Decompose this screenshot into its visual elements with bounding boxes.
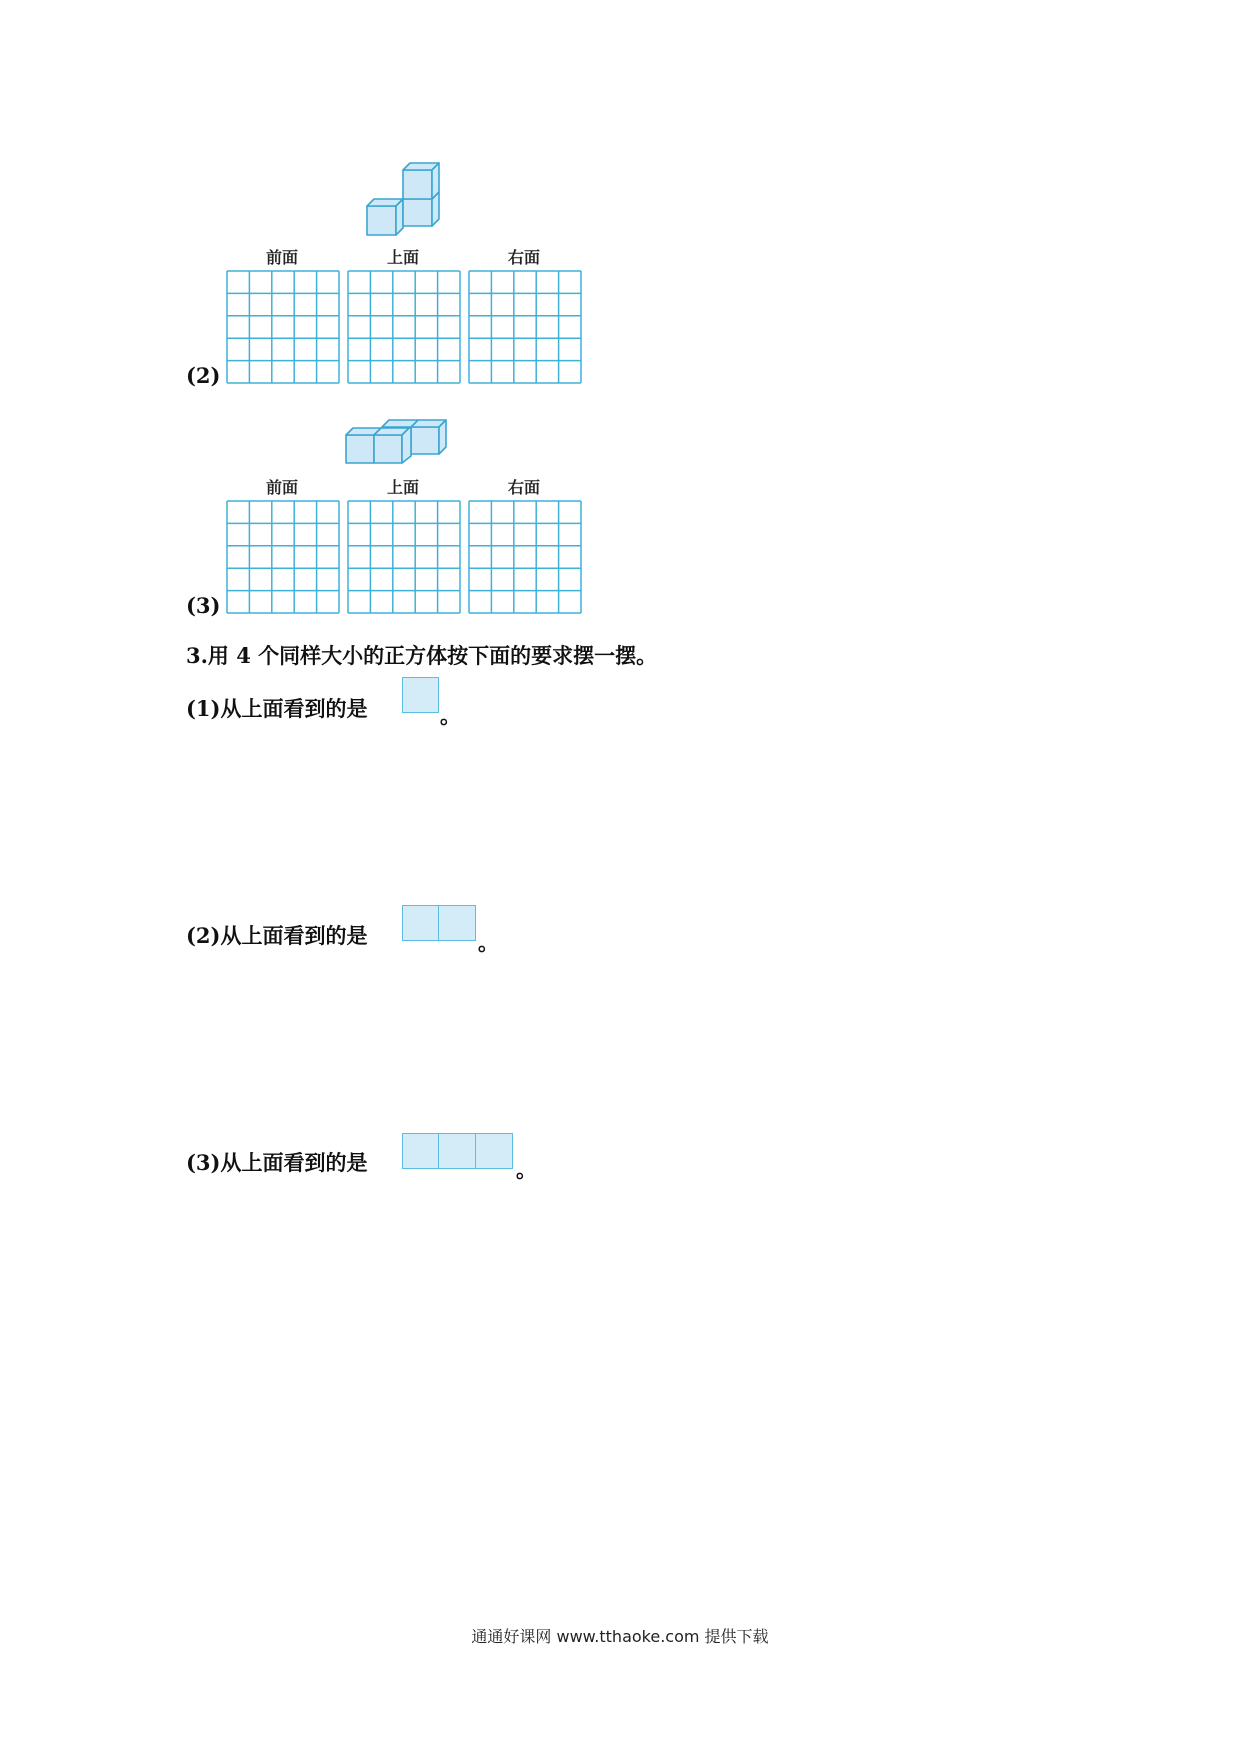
grid-top-2[interactable] xyxy=(347,270,461,384)
part-1-period: 。 xyxy=(440,703,461,728)
part-2-period: 。 xyxy=(478,930,499,955)
grid-top-3[interactable] xyxy=(347,500,461,614)
top-view-cell xyxy=(476,1133,513,1169)
part-2-label: (2)从上面看到的是 xyxy=(186,923,368,948)
label-top-2: 上面 xyxy=(386,248,419,267)
part-3-period: 。 xyxy=(516,1157,537,1182)
question-3-title: 3.用 4 个同样大小的正方体按下面的要求摆一摆。 xyxy=(186,643,658,668)
top-view-cell xyxy=(439,1133,476,1169)
grid-right-3[interactable] xyxy=(468,500,582,614)
top-view-cell xyxy=(402,905,439,941)
top-view-cell xyxy=(402,1133,439,1169)
grid-right-2[interactable] xyxy=(468,270,582,384)
top-view-1-square xyxy=(402,677,439,713)
problem-number-3: (3) xyxy=(186,593,221,618)
label-right-3: 右面 xyxy=(507,478,540,497)
grid-front-2[interactable] xyxy=(226,270,340,384)
top-view-cell xyxy=(439,905,476,941)
part-1-label: (1)从上面看到的是 xyxy=(186,696,368,721)
label-right-2: 右面 xyxy=(507,248,540,267)
label-front-3: 前面 xyxy=(265,478,298,497)
top-view-2-squares xyxy=(402,905,476,941)
footer-source: 通通好课网 www.tthaoke.com 提供下载 xyxy=(471,1627,769,1646)
cube-figure-2 xyxy=(360,158,450,242)
top-view-cell xyxy=(402,677,439,713)
cube-figure-3 xyxy=(340,412,460,468)
label-front-2: 前面 xyxy=(265,248,298,267)
grid-front-3[interactable] xyxy=(226,500,340,614)
problem-number-2: (2) xyxy=(186,363,221,388)
top-view-3-squares xyxy=(402,1133,513,1169)
label-top-3: 上面 xyxy=(386,478,419,497)
part-3-label: (3)从上面看到的是 xyxy=(186,1150,368,1175)
